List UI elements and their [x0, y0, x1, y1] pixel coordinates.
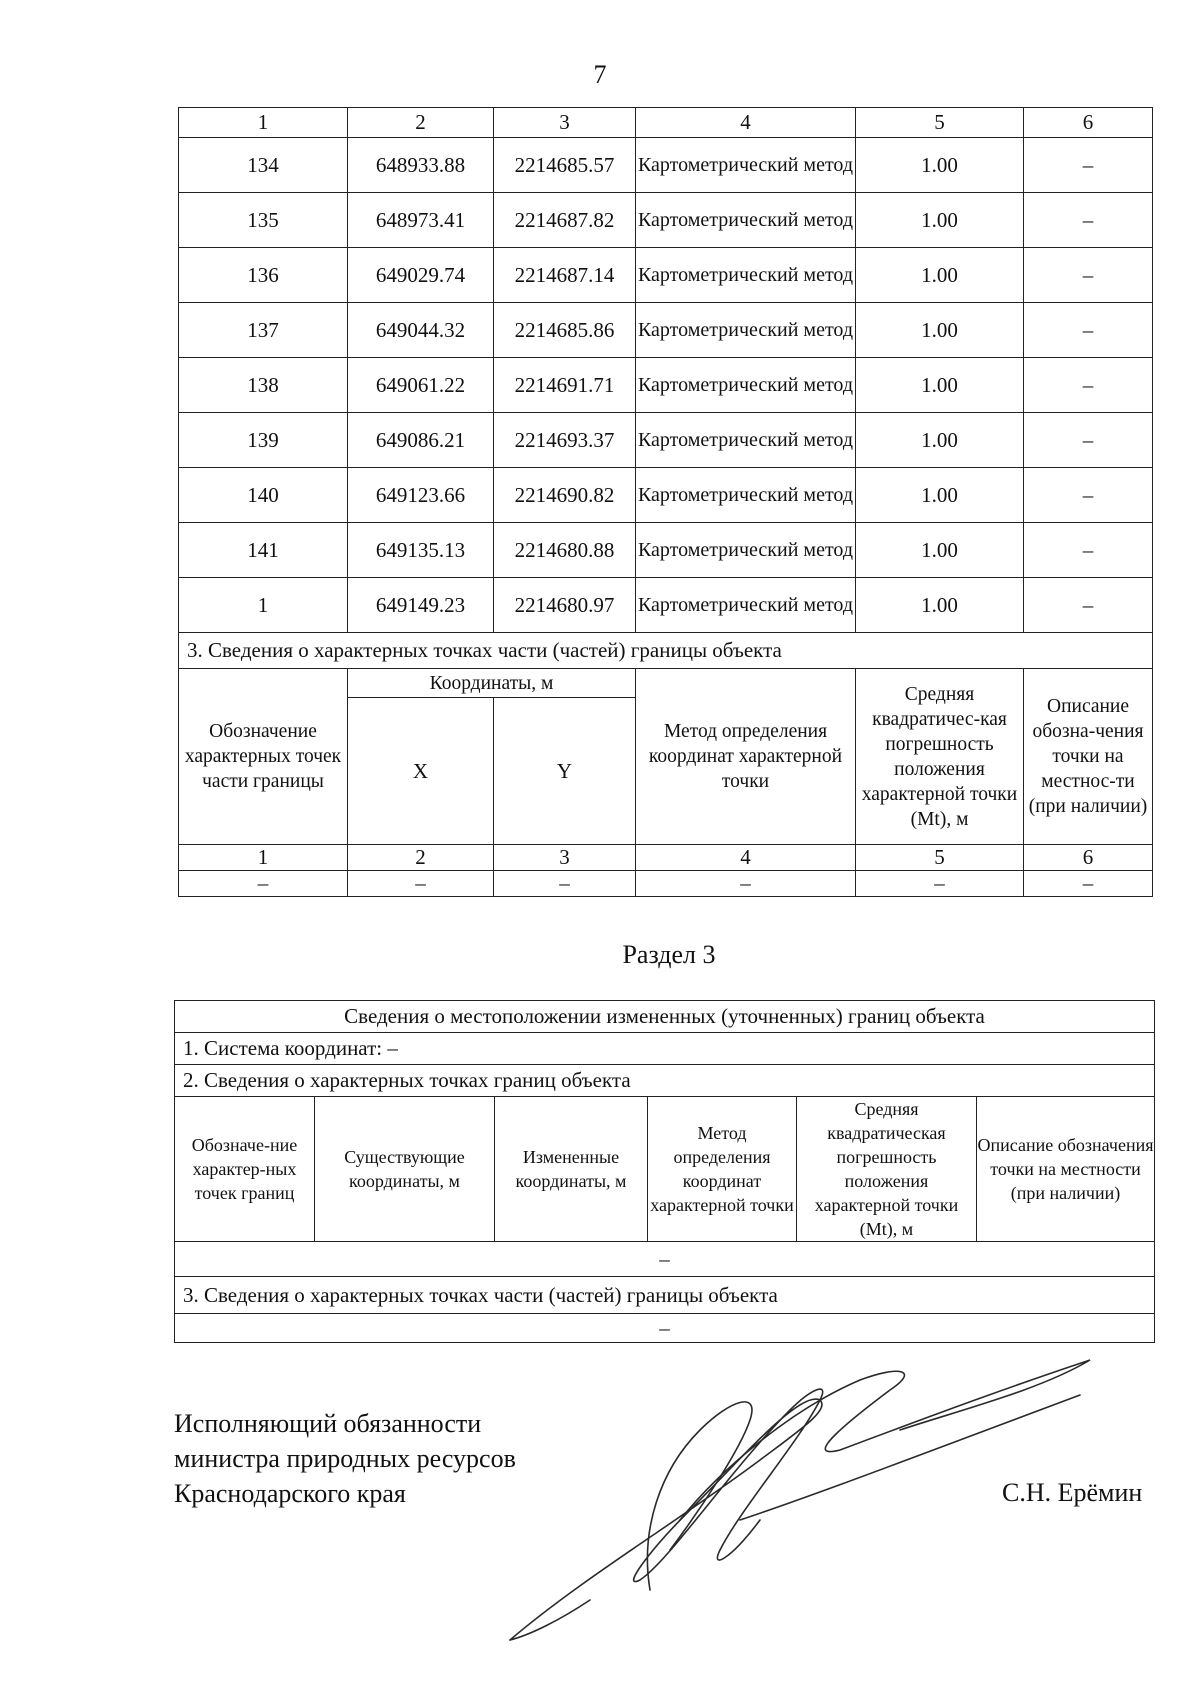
col-number: 2 — [348, 108, 494, 138]
coordinates-header: Координаты, м — [348, 669, 636, 698]
point-id-cell: 134 — [179, 138, 348, 193]
coord-y-cell: 2214691.71 — [494, 358, 636, 413]
point-id-cell: 138 — [179, 358, 348, 413]
coord-x-cell: 649061.22 — [348, 358, 494, 413]
table-row — [179, 413, 1153, 468]
col-number: 6 — [1024, 845, 1153, 871]
changed-boundaries-table — [174, 1000, 1155, 1343]
x-header: X — [348, 698, 494, 845]
coord-x-cell: 649149.23 — [348, 578, 494, 633]
table-row — [179, 248, 1153, 303]
coord-system: 1. Система координат: – — [175, 1033, 1155, 1065]
part-header-row — [179, 669, 1153, 698]
col-number: 3 — [494, 845, 636, 871]
accuracy-cell: 1.00 — [856, 578, 1024, 633]
method-cell: Картометрический метод — [636, 358, 856, 413]
accuracy-cell: 1.00 — [856, 138, 1024, 193]
signer-position-line: Краснодарского края — [174, 1479, 406, 1508]
coord-x-cell: 649086.21 — [348, 413, 494, 468]
point-id-cell: 1 — [179, 578, 348, 633]
point-id-cell: 136 — [179, 248, 348, 303]
description-cell: – — [1024, 358, 1153, 413]
coord-x-cell: 649123.66 — [348, 468, 494, 523]
description-cell: – — [1024, 523, 1153, 578]
method-header: Метод определения координат характерной точки — [636, 669, 856, 845]
point-id-cell: 141 — [179, 523, 348, 578]
accuracy-cell: 1.00 — [856, 523, 1024, 578]
accuracy-cell: 1.00 — [856, 193, 1024, 248]
points-header-row — [175, 1097, 1155, 1242]
accuracy-cell: 1.00 — [856, 303, 1024, 358]
dash-cell: – — [1024, 871, 1153, 897]
coord-y-cell: 2214680.88 — [494, 523, 636, 578]
accuracy-cell: 1.00 — [856, 413, 1024, 468]
table-row — [179, 303, 1153, 358]
accuracy-cell: 1.00 — [856, 468, 1024, 523]
coord-y-cell: 2214690.82 — [494, 468, 636, 523]
dash-cell: – — [175, 1314, 1155, 1343]
signer-position-line: министра природных ресурсов — [174, 1444, 516, 1473]
column-numbers-row — [179, 108, 1153, 138]
coord-y-cell: 2214685.57 — [494, 138, 636, 193]
section3-row — [179, 633, 1153, 669]
section3-empty-row — [175, 1314, 1155, 1343]
accuracy-cell: 1.00 — [856, 358, 1024, 413]
designation-header: Обозначе-ние характер-ных точек границ — [175, 1097, 315, 1242]
col-number: 6 — [1024, 108, 1153, 138]
dash-cell: – — [175, 1242, 1155, 1277]
table-row — [179, 468, 1153, 523]
table-row — [179, 138, 1153, 193]
method-cell: Картометрический метод — [636, 138, 856, 193]
y-header: Y — [494, 698, 636, 845]
point-id-cell: 137 — [179, 303, 348, 358]
dash-cell: – — [636, 871, 856, 897]
coord-y-cell: 2214693.37 — [494, 413, 636, 468]
accuracy-header: Средняя квадратическая погрешность положения характерной точки (Mt), м — [797, 1097, 977, 1242]
section3-row — [175, 1277, 1155, 1314]
description-cell: – — [1024, 193, 1153, 248]
description-cell: – — [1024, 138, 1153, 193]
points-title: 2. Сведения о характерных точках границ объекта — [175, 1065, 1155, 1097]
signer-position-line: Исполняющий обязанности — [174, 1409, 482, 1438]
table-row — [179, 358, 1153, 413]
accuracy-header: Средняя квадратичес-кая погрешность положения характерной точки (Mt), м — [856, 669, 1024, 845]
point-id-cell: 140 — [179, 468, 348, 523]
description-cell: – — [1024, 248, 1153, 303]
col-number: 5 — [856, 845, 1024, 871]
dash-cell: – — [179, 871, 348, 897]
col-number: 4 — [636, 845, 856, 871]
col-number: 4 — [636, 108, 856, 138]
method-header: Метод определения координат характерной точки — [648, 1097, 797, 1242]
part-column-numbers-row — [179, 845, 1153, 871]
table-row — [179, 193, 1153, 248]
description-header: Описание обозначения точки на местности (при наличии) — [977, 1097, 1155, 1242]
coord-y-cell: 2214687.14 — [494, 248, 636, 303]
col-number: 1 — [179, 845, 348, 871]
method-cell: Картометрический метод — [636, 303, 856, 358]
table-row — [179, 578, 1153, 633]
dash-cell: – — [348, 871, 494, 897]
description-cell: – — [1024, 468, 1153, 523]
description-cell: – — [1024, 303, 1153, 358]
signer-position — [174, 1406, 516, 1511]
designation-header: Обозначение характерных точек части границы — [179, 669, 348, 845]
coord-y-cell: 2214687.82 — [494, 193, 636, 248]
points-empty-row — [175, 1242, 1155, 1277]
section-title: Раздел 3 — [622, 940, 716, 969]
dash-cell: – — [856, 871, 1024, 897]
point-id-cell: 135 — [179, 193, 348, 248]
coord-y-cell: 2214680.97 — [494, 578, 636, 633]
method-cell: Картометрический метод — [636, 523, 856, 578]
method-cell: Картометрический метод — [636, 413, 856, 468]
signer-name: С.Н. Ерёмин — [1002, 1478, 1143, 1507]
coord-x-cell: 648933.88 — [348, 138, 494, 193]
table-row — [179, 523, 1153, 578]
description-header: Описание обозна-чения точки на местнос-ти (при наличии) — [1024, 669, 1153, 845]
method-cell: Картометрический метод — [636, 578, 856, 633]
table-title-row — [175, 1001, 1155, 1033]
col-number: 3 — [494, 108, 636, 138]
changed-coords-header: Измененные координаты, м — [495, 1097, 648, 1242]
col-number: 2 — [348, 845, 494, 871]
existing-coords-header: Существующие координаты, м — [315, 1097, 495, 1242]
coord-y-cell: 2214685.86 — [494, 303, 636, 358]
dash-cell: – — [494, 871, 636, 897]
coord-x-cell: 649044.32 — [348, 303, 494, 358]
col-number: 1 — [179, 108, 348, 138]
method-cell: Картометрический метод — [636, 248, 856, 303]
coord-system-row — [175, 1033, 1155, 1065]
section3-title: 3. Сведения о характерных точках части (частей) границы объекта — [179, 633, 1153, 669]
points-title-row — [175, 1065, 1155, 1097]
page-number: 7 — [593, 60, 607, 89]
description-cell: – — [1024, 413, 1153, 468]
accuracy-cell: 1.00 — [856, 248, 1024, 303]
table-title: Сведения о местоположении измененных (уточненных) границ объекта — [175, 1001, 1155, 1033]
coord-x-cell: 648973.41 — [348, 193, 494, 248]
boundary-points-table — [178, 107, 1153, 897]
method-cell: Картометрический метод — [636, 468, 856, 523]
description-cell: – — [1024, 578, 1153, 633]
part-empty-row — [179, 871, 1153, 897]
col-number: 5 — [856, 108, 1024, 138]
section3-title: 3. Сведения о характерных точках части (частей) границы объекта — [175, 1277, 1155, 1314]
point-id-cell: 139 — [179, 413, 348, 468]
method-cell: Картометрический метод — [636, 193, 856, 248]
coord-x-cell: 649029.74 — [348, 248, 494, 303]
coord-x-cell: 649135.13 — [348, 523, 494, 578]
